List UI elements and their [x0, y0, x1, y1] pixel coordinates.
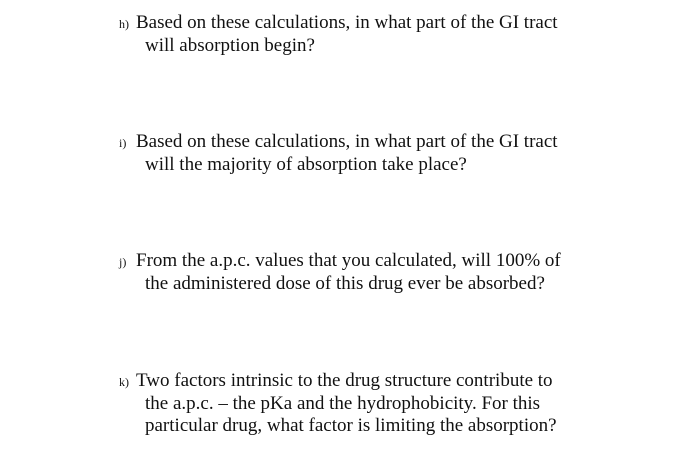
question-text: particular drug, what factor is limiting the absorption?: [145, 415, 557, 436]
question-h: [119, 12, 619, 57]
question-text: the a.p.c. – the pKa and the hydrophobicity. For this: [145, 393, 541, 414]
question-k: [119, 370, 619, 437]
question-text: Based on these calculations, in what part of the GI tract: [136, 12, 558, 33]
question-line: [119, 250, 619, 273]
question-text: Based on these calculations, in what part of the GI tract: [136, 131, 558, 152]
question-line: [119, 12, 619, 35]
question-text: From the a.p.c. values that you calculated, will 100% of: [136, 250, 561, 271]
question-text: will absorption begin?: [145, 35, 315, 56]
question-text: Two factors intrinsic to the drug structure contribute to: [136, 370, 553, 391]
question-label: k): [119, 375, 129, 389]
question-line: [119, 131, 619, 154]
question-i: [119, 131, 619, 176]
question-text: the administered dose of this drug ever be absorbed?: [145, 273, 545, 294]
question-label: i): [119, 136, 127, 150]
question-text: will the majority of absorption take place?: [145, 154, 467, 175]
question-label: j): [119, 255, 127, 269]
question-line: [119, 370, 619, 393]
question-j: [119, 250, 619, 295]
question-label: h): [119, 17, 129, 31]
